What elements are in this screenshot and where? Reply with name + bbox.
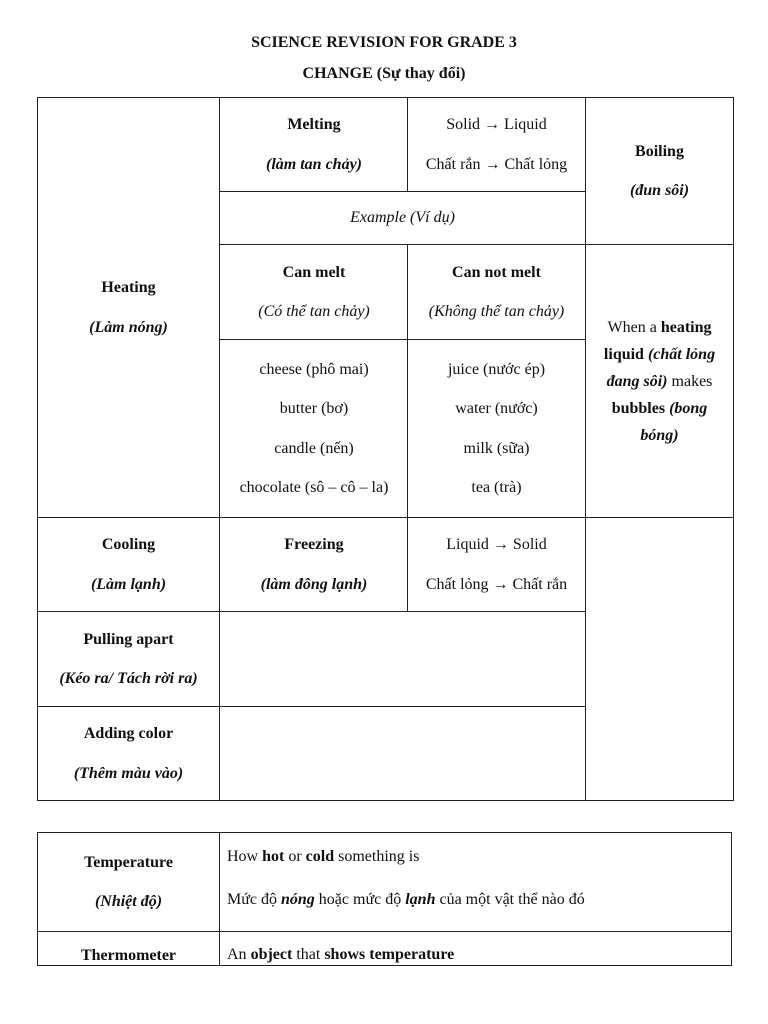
freezing-cell xyxy=(220,518,408,611)
list-item: cheese (phô mai) xyxy=(259,361,369,379)
can-not-melt-label: Can not melt xyxy=(452,263,541,281)
can-not-melt-list xyxy=(408,340,585,517)
thermometer-label: Thermometer xyxy=(80,947,177,964)
pulling-apart-vi: (Kéo ra/ Tách rời ra) xyxy=(59,670,198,687)
pulling-apart-cell xyxy=(37,612,220,706)
table-border-bottom xyxy=(37,800,734,801)
boiling-vi: (đun sôi) xyxy=(629,182,690,199)
temperature-vi: (Nhiệt độ) xyxy=(94,893,163,910)
adding-color-label: Adding color xyxy=(83,725,174,743)
list-item: tea (trà) xyxy=(471,478,522,496)
freezing-vi: (làm đông lạnh) xyxy=(260,575,368,593)
temperature-definition-vi: Mức độ nóng hoặc mức độ lạnh của một vật thể nào đó xyxy=(227,891,585,908)
melting-vi: (làm tan chảy) xyxy=(266,155,362,173)
can-melt-list xyxy=(220,340,408,517)
melting-label: Melting xyxy=(287,116,341,134)
list-item: water (nước) xyxy=(455,400,538,418)
freezing-change-cell xyxy=(408,518,585,611)
thermometer-definition-en: An object that shows temperature xyxy=(227,946,455,963)
boiling-description-cell xyxy=(594,245,725,517)
can-melt-header xyxy=(220,245,408,339)
freezing-change-vi: Chất lỏng → Chất rắn xyxy=(425,575,568,593)
table-border-right xyxy=(733,97,734,801)
list-item: milk (sữa) xyxy=(463,439,530,457)
can-not-melt-vi: (Không thể tan chảy) xyxy=(428,303,565,320)
boiling-cell xyxy=(586,98,733,244)
heating-vi: (Làm nóng) xyxy=(89,318,168,336)
example-cell xyxy=(220,192,585,244)
list-item: candle (nến) xyxy=(274,439,354,457)
can-not-melt-header xyxy=(408,245,585,339)
thermometer-cell xyxy=(37,932,220,980)
document-title: SCIENCE REVISION FOR GRADE 3 xyxy=(251,34,517,51)
list-item: chocolate (sô – cô – la) xyxy=(239,478,389,496)
document-subtitle: CHANGE (Sự thay đổi) xyxy=(302,65,466,82)
cooling-vi: (Làm lạnh) xyxy=(90,575,167,593)
boiling-description: When a heating liquid (chất lỏng đang sôi) makes bubbles (bong bóng) xyxy=(603,318,716,444)
example-label: Example (Ví dụ) xyxy=(350,209,455,227)
melting-cell xyxy=(220,98,408,191)
boiling-label: Boiling xyxy=(635,142,684,160)
temperature-definition-en: How hot or cold something is xyxy=(227,848,420,865)
freezing-label: Freezing xyxy=(284,536,344,554)
melting-change-cell xyxy=(408,98,585,191)
heating-label: Heating xyxy=(101,279,156,297)
melting-change-en: Solid → Liquid xyxy=(446,116,547,134)
table-border-right xyxy=(731,832,732,966)
freezing-change-en: Liquid → Solid xyxy=(446,536,547,554)
pulling-apart-label: Pulling apart xyxy=(83,630,174,648)
cooling-label: Cooling xyxy=(101,536,156,554)
melting-change-vi: Chất rắn → Chất lỏng xyxy=(425,155,568,173)
can-melt-vi: (Có thể tan chảy) xyxy=(258,303,370,320)
adding-color-vi: (Thêm màu vào) xyxy=(73,764,184,782)
adding-color-cell xyxy=(37,707,220,800)
list-item: butter (bơ) xyxy=(279,400,349,418)
temperature-label: Temperature xyxy=(84,853,173,871)
list-item: juice (nước ép) xyxy=(447,361,546,379)
temperature-cell xyxy=(37,833,220,931)
can-melt-label: Can melt xyxy=(282,263,346,281)
cooling-cell xyxy=(37,518,220,611)
heating-cell xyxy=(37,97,220,518)
